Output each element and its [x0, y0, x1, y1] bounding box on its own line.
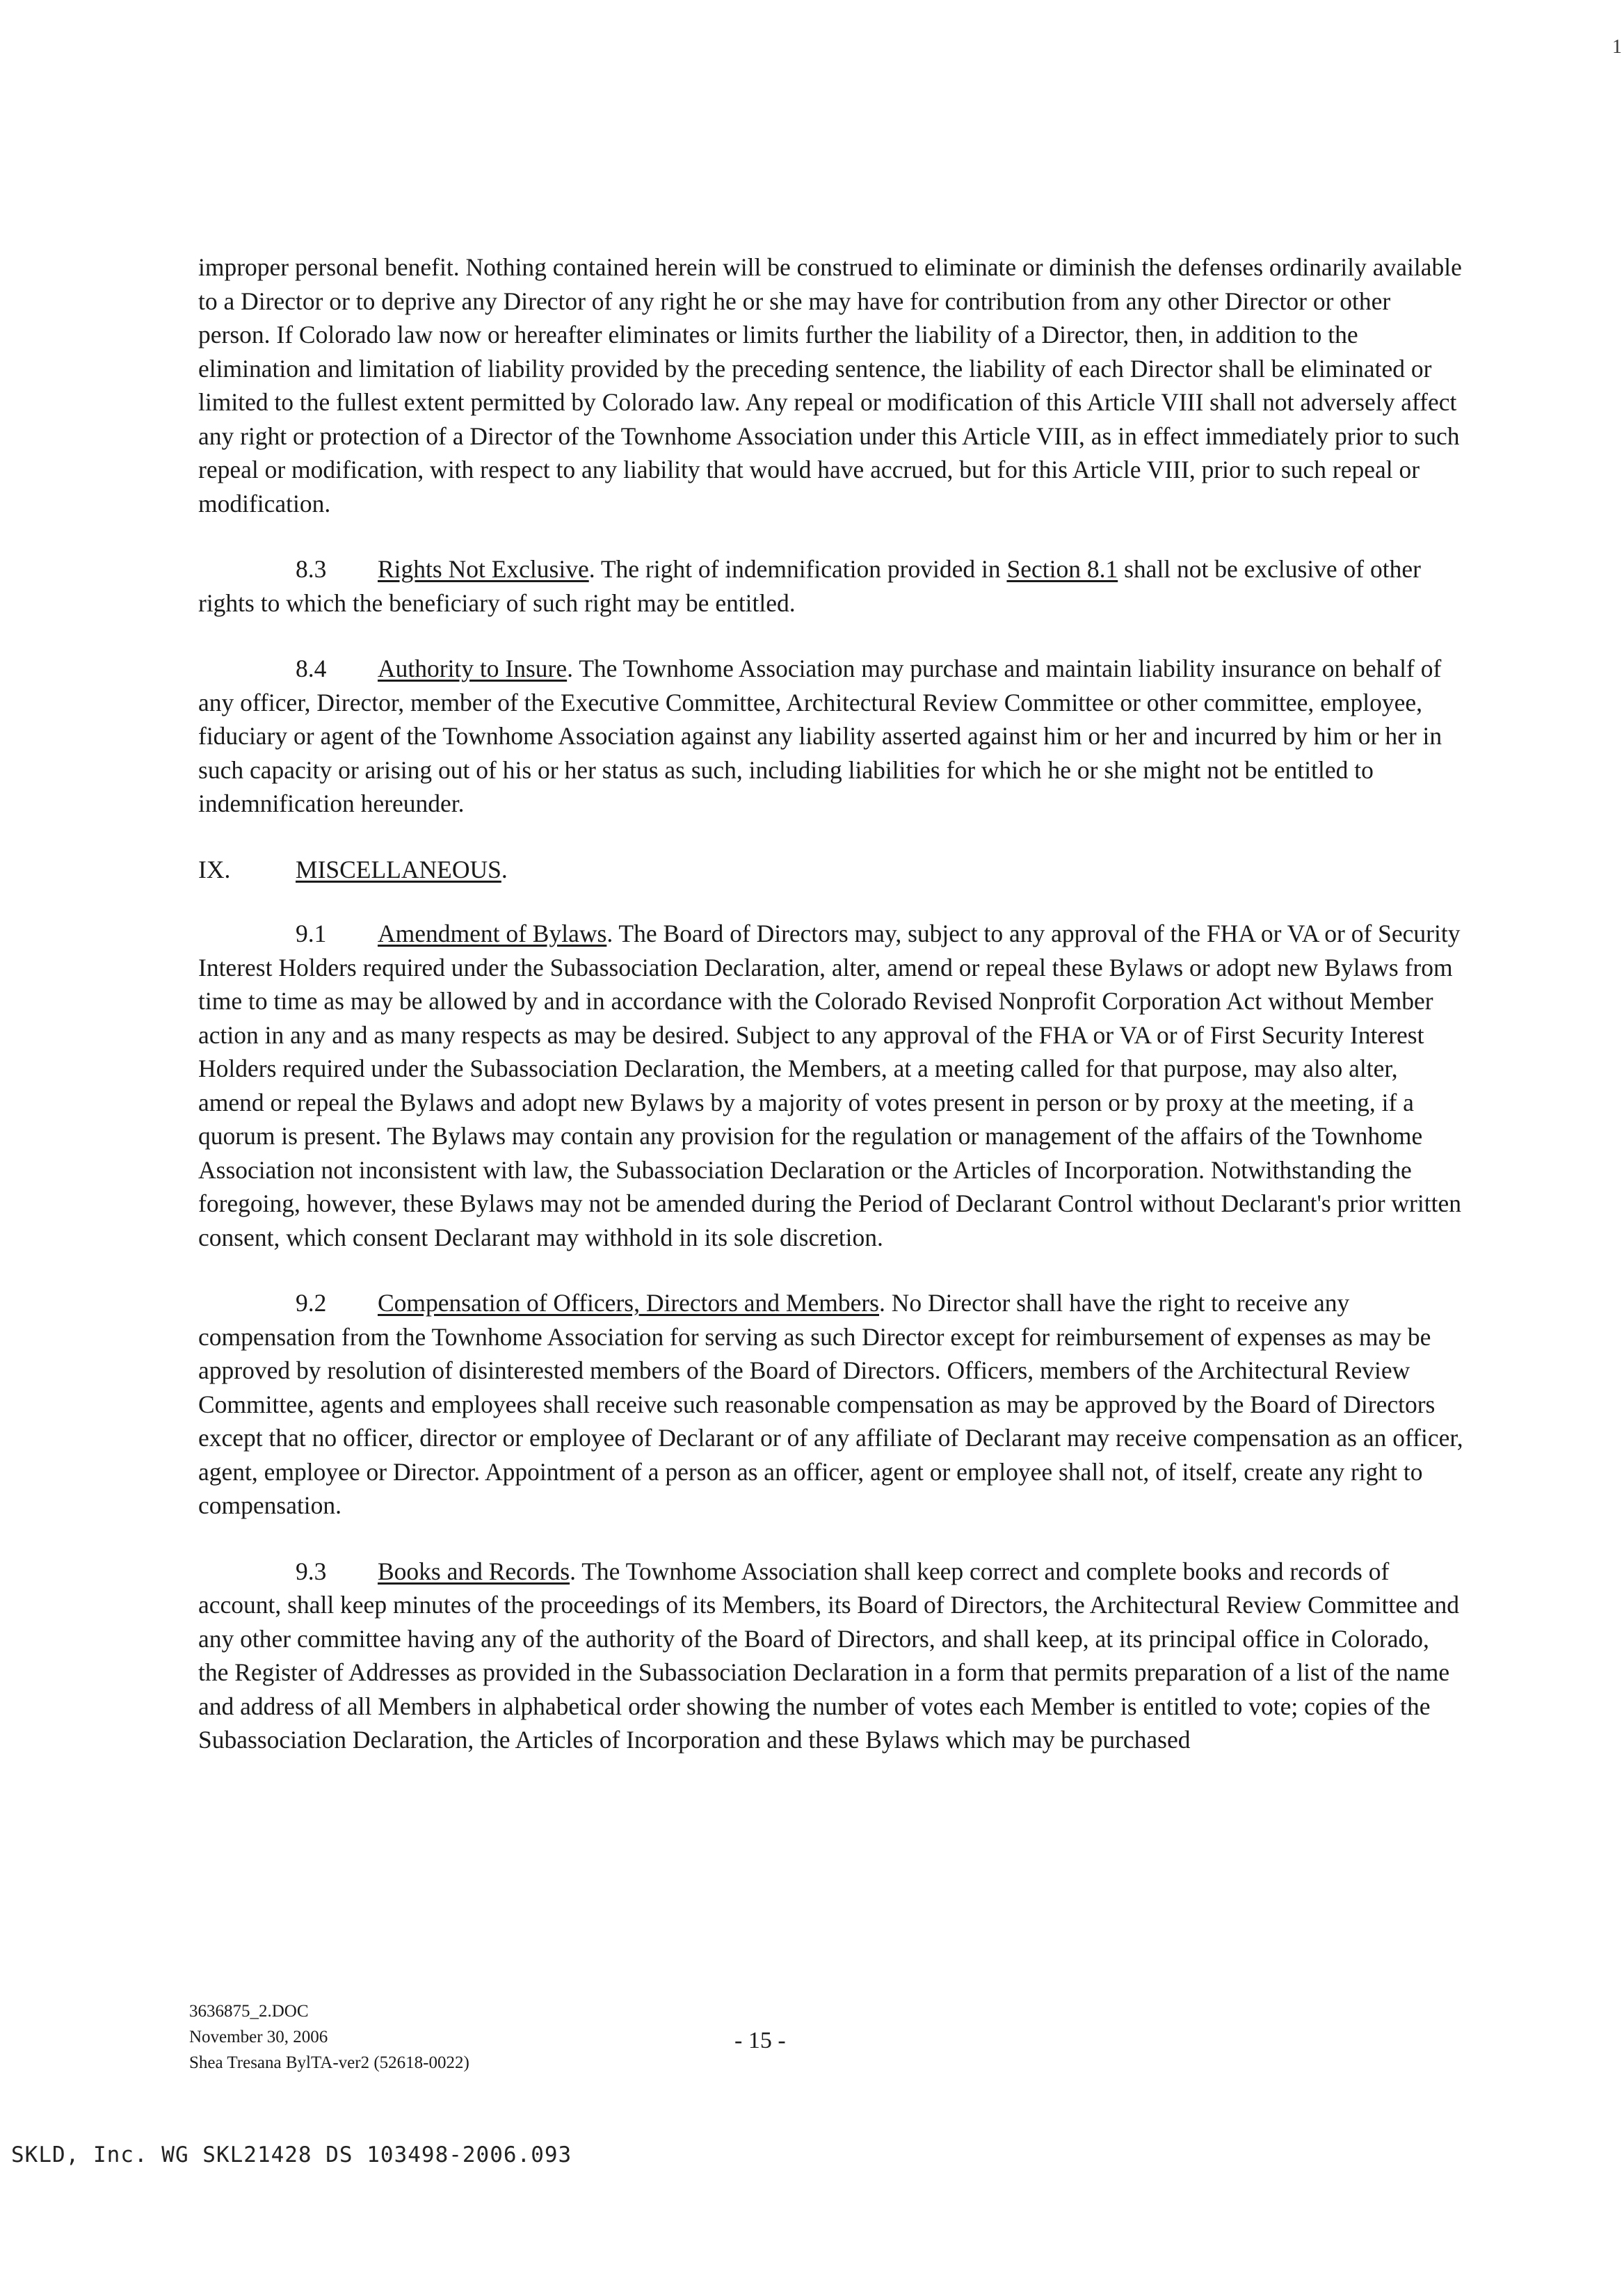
section-number: 9.3 — [296, 1557, 327, 1585]
section-9-1 — [198, 917, 1464, 1254]
section-number: 9.1 — [296, 920, 327, 947]
footer-file-ref: Shea Tresana BylTA-ver2 (52618-0022) — [189, 2053, 469, 2072]
article-number: IX. — [198, 855, 231, 883]
section-8-4 — [198, 652, 1464, 821]
section-number: 8.4 — [296, 655, 327, 682]
paragraph-continuation: improper personal benefit. Nothing contained herein will be construed to eliminate or diminish the defenses ordinarily available to a Director or to deprive any Director of any right he or she may have for contribution from any other Director or other person. If Colorado law now or hereafter eliminates or limits further the liability of a Director, then, in addition to the elimination and limitation of liability provided by the preceding sentence, the liability of each Director shall be eliminated or limited to the fullest extent permitted by Colorado law. Any repeal or modification of this Article VIII shall not adversely affect any right or protection of a Director of the Townhome Association under this Article VIII, as in effect immediately prior to such repeal or modification, with respect to any liability that would have accrued, but for this Article VIII, prior to such repeal or modification. — [198, 253, 1462, 518]
recording-stamp: SKLD, Inc. WG SKL21428 DS 103498-2006.093 — [11, 2142, 572, 2167]
section-title: Books and Records — [378, 1557, 570, 1585]
section-text: . The Board of Directors may, subject to any approval of the FHA or VA or of Security Interest Holders required under the Subassociation Declaration, alter, amend or repeal these Bylaws or adopt new Bylaws from time to time as may be allowed by and in accordance with the Colorado Revised Nonprofit Corporation Act without Member action in any and as many respects as may be desired. Subject to any approval of the FHA or VA or of First Security Interest Holders required under the Subassociation Declaration, the Members, at a meeting called for that purpose, may also alter, amend or repeal the Bylaws and adopt new Bylaws by a majority of votes present in person or by proxy at the meeting, if a quorum is present. The Bylaws may contain any provision for the regulation or management of the affairs of the Townhome Association not inconsistent with law, the Subassociation Declaration or the Articles of Incorporation. Notwithstanding the foregoing, however, these Bylaws may not be amended during the Period of Declarant Control without Declarant's prior written consent, which consent Declarant may withhold in its sole discretion. — [198, 920, 1461, 1251]
article-title-period: . — [501, 855, 508, 883]
section-text: . No Director shall have the right to receive any compensation from the Townhome Association for serving as such Director except for reimbursement of expenses as may be approved by resolution of disinterested members of the Board of Directors. Officers, members of the Architectural Review Committee, agents and employees shall receive such reasonable compensation as may be approved by the Board of Directors except that no officer, director or employee of Declarant or of any affiliate of Declarant may receive compensation as an officer, agent, employee or Director. Appointment of a person as an officer, agent or employee shall not, of itself, create any right to compensation. — [198, 1289, 1463, 1519]
section-title: Authority to Insure — [378, 655, 568, 682]
section-text: shall not be exclusive of other rights to which the beneficiary of such right may be entitled. — [198, 555, 1421, 617]
section-text: . The Townhome Association may purchase and maintain liability insurance on behalf of any officer, Director, member of the Executive Committee, Architectural Review Committee or other committee, employee, fiduciary or agent of the Townhome Association against any liability asserted against him or her and incurred by him or her in such capacity or arising out of his or her status as such, including liabilities for which he or she might not be entitled to indemnification hereunder. — [198, 655, 1442, 817]
footer-document-info — [189, 1998, 469, 2076]
section-text: . The right of indemnification provided in — [588, 555, 1007, 583]
section-8-3 — [198, 552, 1464, 620]
page-number: - 15 - — [734, 2028, 786, 2053]
section-title: Amendment of Bylaws — [378, 920, 607, 947]
section-title: Compensation of Officers, Directors and Members — [378, 1289, 879, 1317]
section-9-2 — [198, 1286, 1464, 1523]
article-heading — [198, 853, 1464, 887]
section-number: 8.3 — [296, 555, 327, 583]
footer-date: November 30, 2006 — [189, 2028, 328, 2046]
section-9-3 — [198, 1555, 1464, 1757]
footer-doc-id: 3636875_2.DOC — [189, 2002, 309, 2021]
document-body — [198, 250, 1464, 1789]
page-corner-mark: 1 — [1612, 36, 1622, 58]
section-text: . The Townhome Association shall keep correct and complete books and records of account, shall keep minutes of the proceedings of its Members, its Board of Directors, the Architectural Review Committee and any other committee having any of the authority of the Board of Directors, and shall keep, at its principal office in Colorado, the Register of Addresses as provided in the Subassociation Declaration in a form that permits preparation of a list of the name and address of all Members in alphabetical order showing the number of votes each Member is entitled to vote; copies of the Subassociation Declaration, the Articles of Incorporation and these Bylaws which may be purchased — [198, 1557, 1459, 1754]
section-title: Rights Not Exclusive — [378, 555, 589, 583]
section-number: 9.2 — [296, 1289, 327, 1317]
section-reference: Section 8.1 — [1006, 555, 1118, 583]
article-title: MISCELLANEOUS — [296, 855, 501, 883]
